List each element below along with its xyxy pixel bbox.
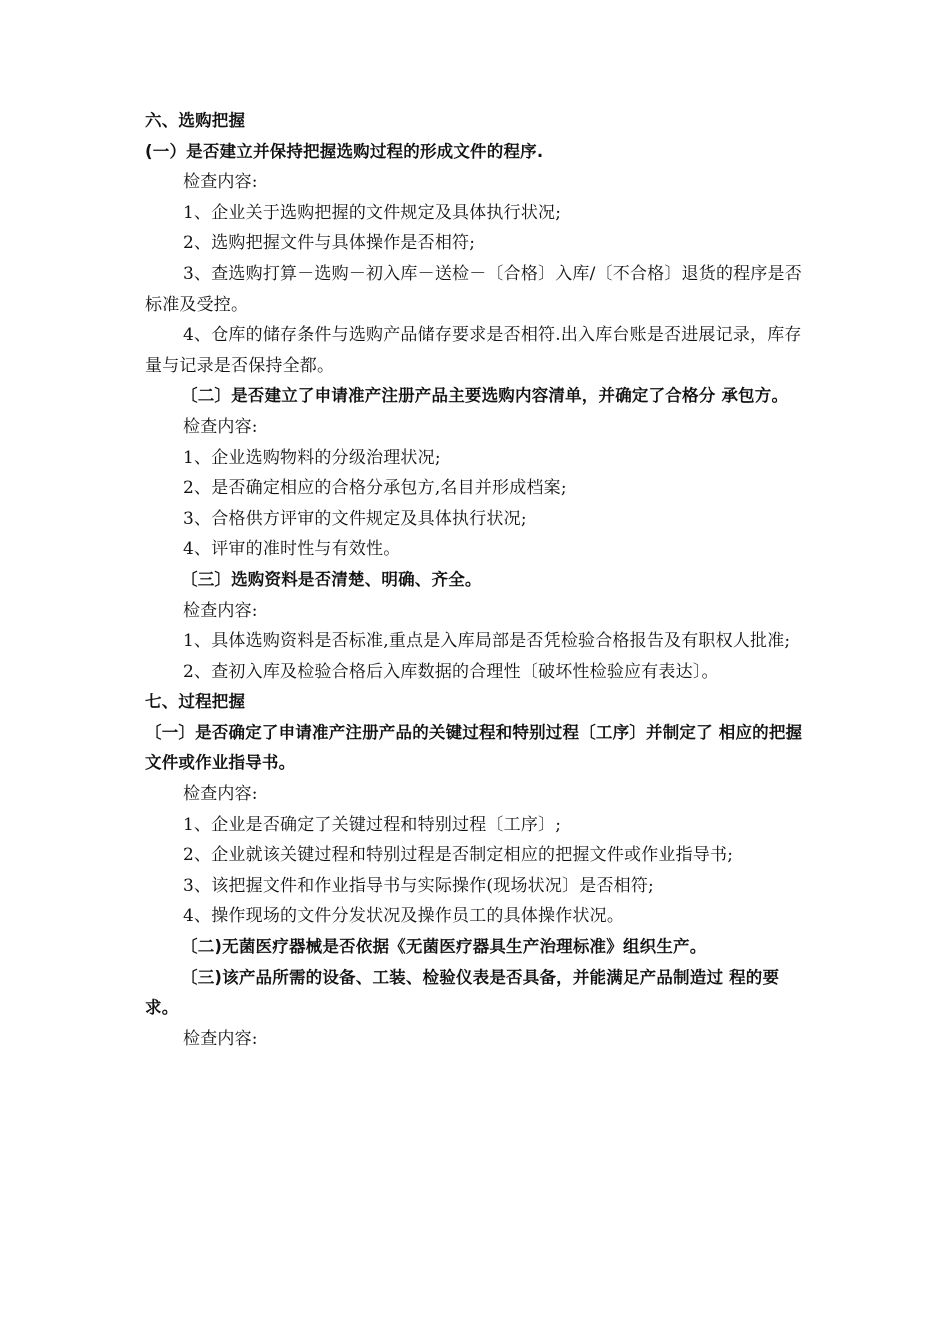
check-item: 2、企业就该关键过程和特别过程是否制定相应的把握文件或作业指导书; (183, 845, 734, 866)
check-item: 4、评审的准时性与有效性。 (183, 539, 401, 560)
document-body (145, 106, 807, 1054)
check-label: 检查内容: (183, 172, 258, 193)
item-heading-1: (一）是否建立并保持把握选购过程的形成文件的程序. (145, 141, 544, 161)
section-heading-procurement: 六、选购把握 (145, 111, 246, 130)
check-item: 4、仓库的储存条件与选购产品储存要求是否相符.出入库台账是否进展记录，库存量与记录是否保持全都。 (145, 325, 802, 376)
check-item: 2、选购把握文件与具体操作是否相符; (183, 233, 476, 254)
check-label: 检查内容: (183, 416, 258, 437)
item-heading-2: 〔二〕是否建立了申请准产注册产品主要选购内容清单，并确定了合格分 承包方。 (181, 386, 789, 406)
check-item: 1、具体选购资料是否标准,重点是入库局部是否凭检验合格报告及有职权人批准; (183, 631, 791, 652)
section-heading-process: 七、过程把握 (145, 692, 246, 712)
check-item: 2、查初入库及检验合格后入库数据的合理性〔破坏性检验应有表达〕。 (183, 661, 719, 682)
check-item: 3、合格供方评审的文件规定及具体执行状况; (183, 508, 527, 529)
check-label: 检查内容: (183, 784, 258, 805)
item-heading-1: 〔一〕是否确定了申请准产注册产品的关键过程和特别过程〔工序〕并制定了 相应的把握文件或作业指导书。 (145, 722, 803, 773)
check-label: 检查内容: (183, 1028, 258, 1049)
check-item: 4、操作现场的文件分发状况及操作员工的具体操作状况。 (183, 906, 625, 927)
item-heading-2: 〔二)无菌医疗器械是否依据《无菌医疗器具生产治理标准》组织生产。 (181, 937, 707, 957)
check-item: 2、是否确定相应的合格分承包方,名目并形成档案; (183, 478, 567, 499)
check-item: 3、该把握文件和作业指导书与实际操作(现场状况〕是否相符; (183, 875, 654, 896)
check-item: 3、查选购打算－选购－初入库－送检－〔合格〕入库/〔不合格〕退货的程序是否标准及受控。 (145, 263, 802, 315)
check-item: 1、企业关于选购把握的文件规定及具体执行状况; (183, 202, 562, 223)
check-item: 1、企业选购物料的分级治理状况; (183, 447, 441, 468)
check-item: 1、企业是否确定了关键过程和特别过程〔工序〕; (183, 814, 562, 835)
item-heading-3: 〔三〕选购资料是否清楚、明确、齐全。 (181, 569, 482, 589)
check-label: 检查内容: (183, 600, 258, 621)
item-heading-3: 〔三)该产品所需的设备、工装、检验仪表是否具备，并能满足产品制造过 程的要求。 (145, 967, 780, 1018)
